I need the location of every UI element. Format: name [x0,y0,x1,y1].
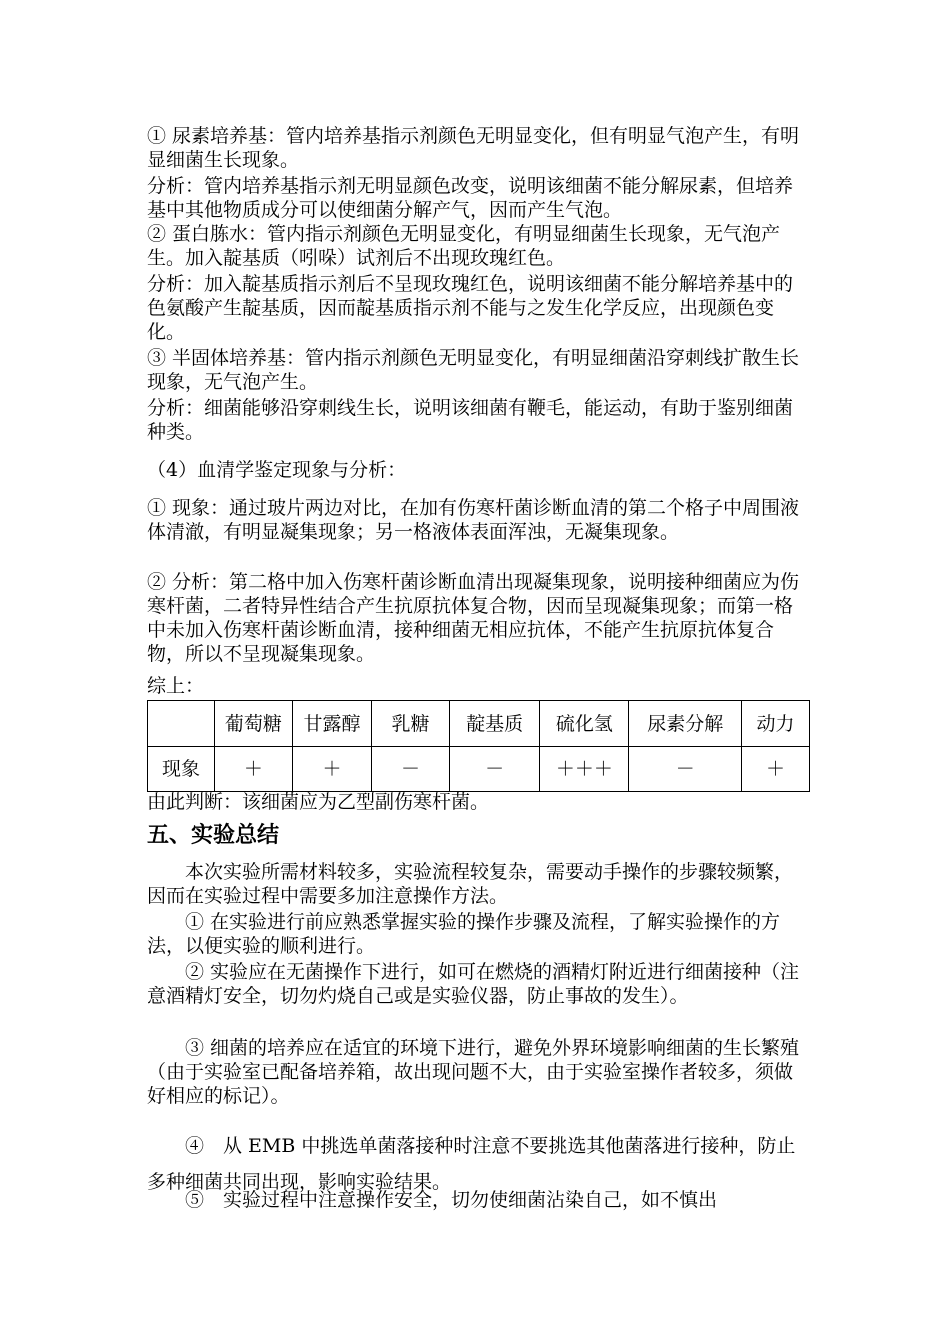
table-cell: ＋ [214,747,292,792]
table-cell: － [450,747,540,792]
paragraph-summary-point-4: ④ 从 EMB 中挑选单菌落接种时注意不要挑选其他菌落进行接种，防止多种细菌共同出现，影响实验结果。 [147,1135,796,1193]
table-header-cell: 乳糖 [372,701,450,747]
table-header-cell: 尿素分解 [629,701,742,747]
table-cell: ＋ [292,747,371,792]
table-header-cell: 葡萄糖 [214,701,292,747]
paragraph-summary-intro: 本次实验所需材料较多，实验流程较复杂，需要动手操作的步骤较频繁，因而在实验过程中需要多加注意操作方法。 [147,861,794,907]
table-cell: ＋＋＋ [540,747,629,792]
paragraph-peptone-analysis: 分析：加入靛基质指示剂后不呈现玫瑰红色，说明该细菌不能分解培养基中的色氨酸产生靛基质，因而靛基质指示剂不能与之发生化学反应，出现颜色变化。 [147,273,794,343]
table-header-cell: 硫化氢 [540,701,629,747]
table-header-cell: 甘露醇 [292,701,371,747]
table-cell: － [372,747,450,792]
paragraph-serology-analysis: ② 分析：第二格中加入伤寒杆菌诊断血清出现凝集现象，说明接种细菌应为伤寒杆菌，二者特异性结合产生抗原抗体复合物，因而呈现凝集现象；而第一格中未加入伤寒杆菌诊断血清，接种细菌无相应抗体，不能产生抗原抗体复合物，所以不呈现凝集现象。 [147,571,800,665]
paragraph-summary-point-5: ⑤ 实验过程中注意操作安全，切勿使细菌沾染自己，如不慎出 [185,1189,718,1211]
paragraph-semisolid-analysis: 分析：细菌能够沿穿刺线生长，说明该细菌有鞭毛，能运动，有助于鉴别细菌种类。 [147,397,794,443]
table-header-cell: 靛基质 [450,701,540,747]
paragraph-urea-medium: ① 尿素培养基：管内培养基指示剂颜色无明显变化，但有明显气泡产生，有明显细菌生长现象。 [147,125,800,171]
table-cell: ＋ [742,747,810,792]
paragraph-summary-label: 综上： [147,675,205,697]
paragraph-serology-title: （4）血清学鉴定现象与分析： [147,459,407,481]
paragraph-urea-analysis: 分析：管内培养基指示剂无明显颜色改变，说明该细菌不能分解尿素，但培养基中其他物质成分可以使细菌分解产气，因而产生气泡。 [147,175,794,221]
paragraph-summary-point-1: ① 在实验进行前应熟悉掌握实验的操作步骤及流程，了解实验操作的方法，以便实验的顺利进行。 [147,911,781,957]
table-header-cell [148,701,215,747]
paragraph-serology-phenomenon: ① 现象：通过玻片两边对比，在加有伤寒杆菌诊断血清的第二个格子中周围液体清澈，有明显凝集现象；另一格液体表面浑浊，无凝集现象。 [147,497,800,543]
table-cell: － [629,747,742,792]
table-row [148,747,810,792]
table-header-row [148,701,810,747]
section-heading: 五、实验总结 [147,823,280,848]
table-row-label: 现象 [148,747,215,792]
paragraph-summary-point-3: ③ 细菌的培养应在适宜的环境下进行，避免外界环境影响细菌的生长繁殖（由于实验室已配备培养箱，故出现问题不大，由于实验室操作者较多，须做好相应的标记）。 [147,1037,800,1107]
paragraph-summary-point-2: ② 实验应在无菌操作下进行，如可在燃烧的酒精灯附近进行细菌接种（注意酒精灯安全，切勿灼烧自己或是实验仪器，防止事故的发生）。 [147,961,800,1007]
paragraph-conclusion: 由此判断：该细菌应为乙型副伤寒杆菌。 [147,791,490,813]
results-table [147,700,810,792]
table-header-cell: 动力 [742,701,810,747]
paragraph-semisolid-medium: ③ 半固体培养基：管内指示剂颜色无明显变化，有明显细菌沿穿刺线扩散生长现象，无气泡产生。 [147,347,800,393]
paragraph-peptone-water: ② 蛋白胨水：管内指示剂颜色无明显变化，有明显细菌生长现象，无气泡产生。加入靛基质（吲哚）试剂后不出现玫瑰红色。 [147,223,781,269]
